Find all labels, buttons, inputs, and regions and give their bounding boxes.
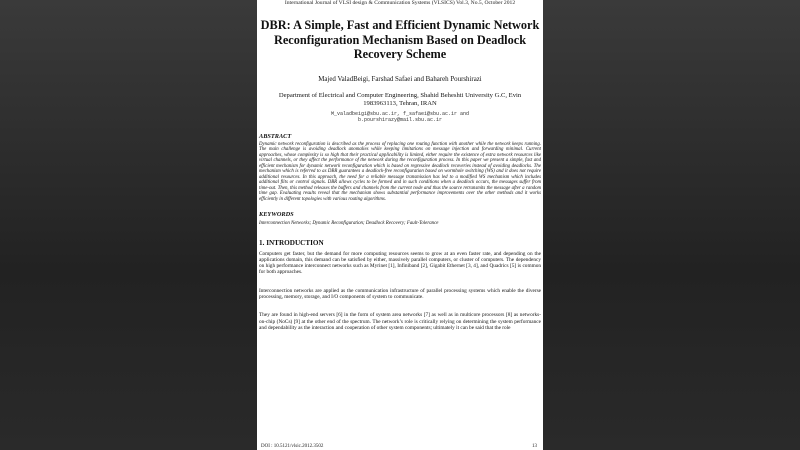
affiliation: [259, 92, 541, 108]
intro-paragraph-1: Computers get faster, but the demand for more computing resources seems to grow at an even faster rate, and depending on the applications domain, this demand can be satisfied by either, massively parallel computers, or cluster of computers. The dependency on high performance interconnect networks such as Myrinet [1], Infiniband [2], Gigabit Ethernet [3, 4], and Quadrics [5] is common for both approaches.: [259, 250, 541, 276]
authors: Majed ValadBeigi, Farshad Safaei and Bahareh Pourshirazi: [318, 75, 482, 83]
keywords-heading: KEYWORDS: [259, 210, 294, 218]
abstract-text: Dynamic network reconfiguration is described as the process of replacing one routing function with another while the network keeps running. The main challenge is avoiding deadlock anomalies while keeping limitations on message injection and forwarding minimal. Current approaches, whose complexity is so high that their practical applicability is limited, either require the existence of extra network resources like virtual channels, or they affect the performance of the network during the reconfiguration process. In this paper we present a simple, fast and efficient mechanism for dynamic network reconfiguration which is based on regressive deadlock recoveries instead of avoiding deadlocks. The mechanism which is referred to as DBR guarantees a deadlock-free reconfiguration based on wormhole switching (WS) and it does not require additional resources. In this approach, the need for a reliable message transmission has led to a modified WS mechanism which includes additional flits or control signals. DBR allows cycles to be formed and in such conditions when a deadlock occurs, the messages suffer from time-out. Then, this method releases the buffers and channels from the current node and thus the source retransmits the message after a random time gap. Evaluating results reveal that the mechanism shows substantial performance improvements over the other methods and it works efficiently in different topologies with various routing algorithms.: [259, 141, 541, 202]
intro-paragraph-3: They are found in high-end servers [6] in the form of system area networks [7] as well as in multicore processors [8] as networks-on-chip (NoCs) [9] at the other end of the spectrum. The network’s role is critically relying on determining the system performance and dependability as the interaction and cooperation of other system components; ultimately it can be said that the role: [259, 312, 541, 331]
page-number: 13: [532, 444, 537, 449]
intro-paragraph-2: Interconnection networks are applied as the communication infrastructure of parallel processing systems which enable the diverse processing, memory, storage, and I/O components of system to communicate.: [259, 287, 541, 300]
emails-line-2: b.pourshirazy@mail.sbu.ac.ir: [357, 117, 442, 123]
journal-header: International Journal of VLSI design & Communication Systems (VLSICS) Vol.3, No.5, October 2012: [284, 0, 516, 6]
left-background: [0, 0, 257, 450]
introduction-heading: 1. INTRODUCTION: [259, 238, 324, 247]
footer-doi: DOI : 10.5121/vlsic.2012.3502: [261, 444, 324, 449]
affiliation-line-2: 1983963113, Tehran, IRAN: [363, 99, 437, 107]
author-emails: [259, 111, 541, 124]
page-footer: [261, 444, 537, 449]
paper-title: DBR: A Simple, Fast and Efficient Dynamic Network Reconfiguration Mechanism Based on Deadlock Recovery Scheme: [260, 18, 540, 61]
emails-line-1: M_valadbeigi@sbu.ac.ir, f_safaei@sbu.ac.ir and: [330, 110, 470, 117]
document-page: [257, 0, 543, 450]
right-background: [543, 0, 800, 450]
abstract-heading: ABSTRACT: [259, 132, 292, 140]
affiliation-line-1: Department of Electrical and Computer Engineering, Shahid Beheshti University G.C, Evin: [278, 91, 522, 99]
keywords-text: Interconnection Networks; Dynamic Reconfiguration; Deadlock Recovery; Fault-Tolerance: [259, 220, 439, 226]
